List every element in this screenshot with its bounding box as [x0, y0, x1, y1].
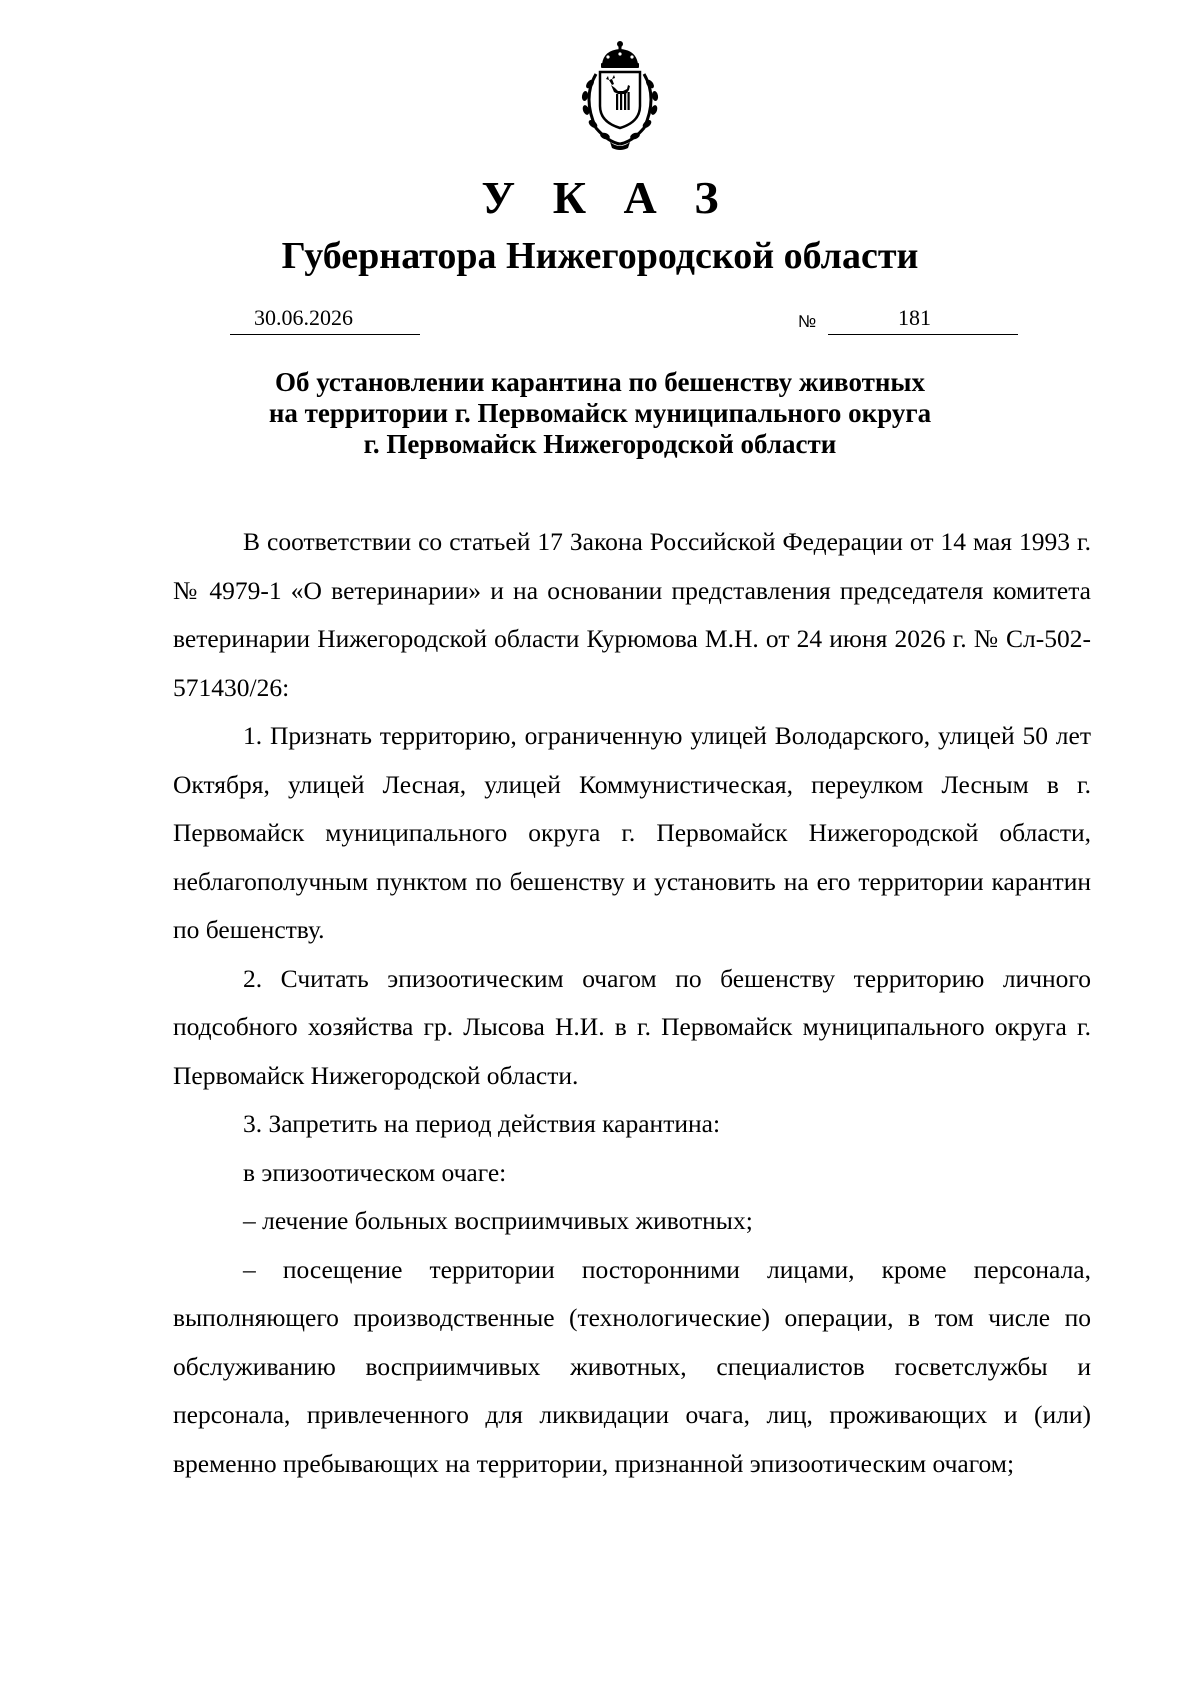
title-letter: К — [552, 172, 587, 223]
heading-line: Об установлении карантина по бешенству животных — [274, 367, 925, 397]
document-heading — [0, 367, 1200, 460]
body-paragraph-item-2: 2. Считать эпизоотическим очагом по бешенству территорию личного подсобного хозяйства гр. Лысова Н.И. в г. Первомайск муниципального округа г. Первомайск Нижегородской области. — [173, 963, 1091, 1090]
body-paragraph-dash-2: – посещение территории посторонними лицами, кроме персонала, выполняющего производственные (технологические) операции, в том числе по обслуживанию восприимчивых животных, специалистов госветслужбы и персонала, привлеченного для ликвидации очага, лиц, проживающих и (или) временно пребывающих на территории, признанной эпизоотическим очагом; — [173, 1254, 1091, 1478]
crown-icon — [601, 41, 639, 68]
title-letter: З — [694, 172, 719, 223]
document-number: 181 — [898, 305, 931, 330]
body-paragraph-subheading: в эпизоотическом очаге: — [243, 1157, 507, 1187]
title-letter: У — [481, 172, 516, 223]
coat-of-arms-emblem — [568, 38, 672, 152]
document-number-field — [828, 304, 1018, 335]
document-type-title — [0, 168, 1200, 228]
body-paragraph-item-3: 3. Запретить на период действия карантина: — [243, 1109, 721, 1138]
document-body — [173, 518, 1091, 1488]
title-letter: А — [623, 172, 657, 223]
issuer-subtitle: Губернатора Нижегородской области — [281, 235, 919, 277]
heading-line: на территории г. Первомайск муниципального округа — [268, 398, 932, 428]
document-date: 30.06.2026 — [254, 305, 353, 330]
heading-line: г. Первомайск Нижегородской области — [363, 429, 837, 459]
body-paragraph-preamble: В соответствии со статьей 17 Закона Российской Федерации от 14 мая 1993 г. № 4979-1 «О ветеринарии» и на основании представления председателя комитета ветеринарии Нижегородской области Курюмова М.Н. от 24 июня 2026 г. № Сл-502-571430/26: — [173, 527, 1091, 702]
number-label: № — [798, 312, 817, 331]
body-paragraph-item-1: 1. Признать территорию, ограниченную улицей Володарского, улицей 50 лет Октября, улицей Лесная, улицей Коммунистическая, переулком Лесным в г. Первомайск муниципального округа г. Первомайск Нижегородской области, неблагополучным пунктом по бешенству и установить на его территории карантин по бешенству. — [173, 721, 1091, 944]
body-paragraph-dash-1: – лечение больных восприимчивых животных; — [243, 1206, 753, 1235]
document-date-field — [230, 304, 420, 335]
